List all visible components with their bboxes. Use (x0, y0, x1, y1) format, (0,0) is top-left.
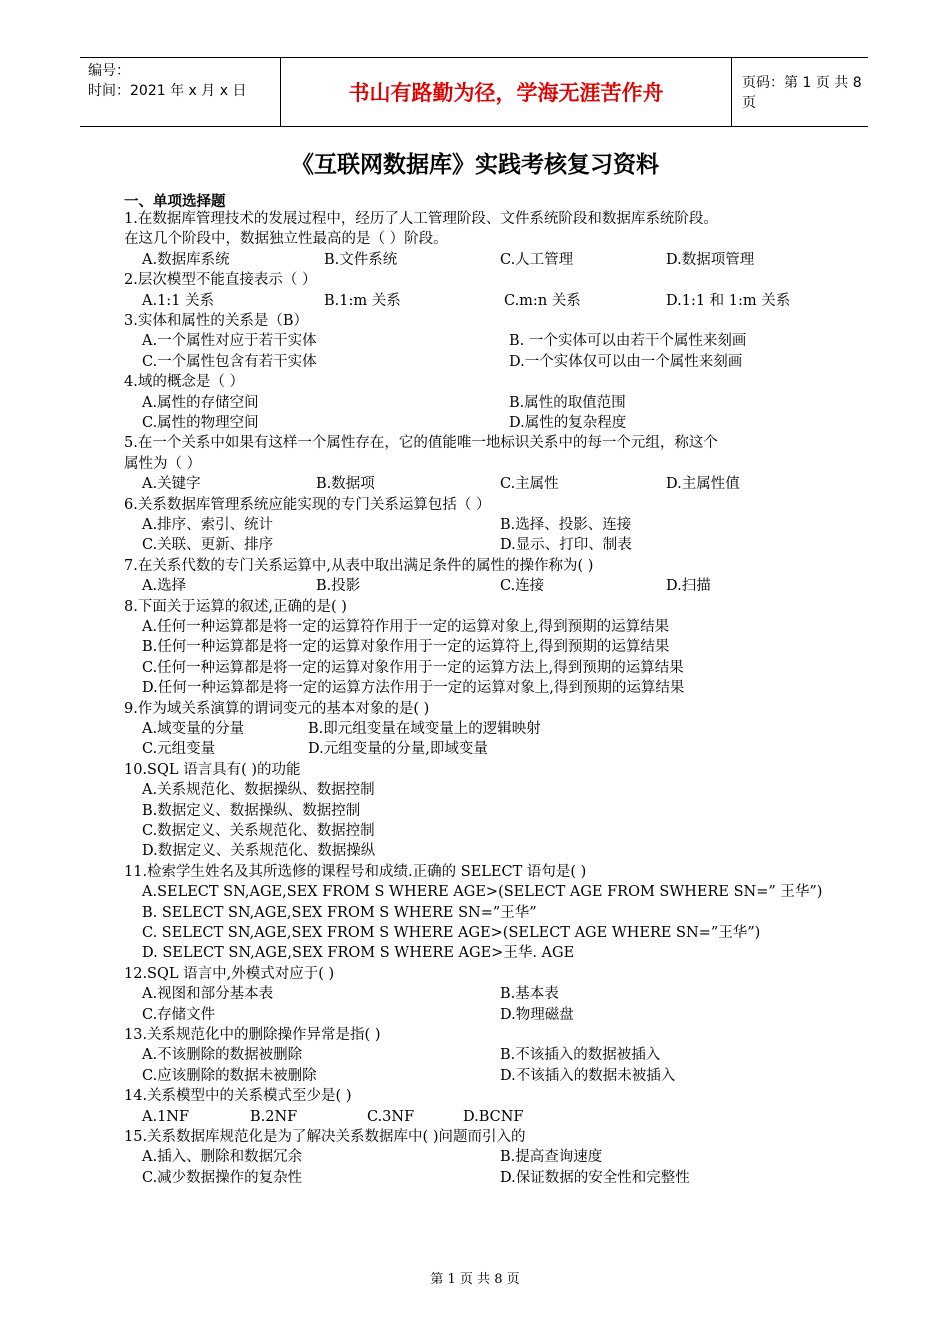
option-d: D.显示、打印、制表 (500, 537, 632, 554)
option-b: B.2NF (250, 1108, 298, 1125)
option-a: A.1:1 关系 (142, 292, 215, 309)
question-10: 10.SQL 语言具有( )的功能 (124, 761, 301, 778)
question-13-options-row-1 (124, 1045, 824, 1065)
option-c: C.人工管理 (500, 251, 574, 268)
question-3-options-row-2 (124, 352, 824, 372)
header-page-info: 页码：第 1 页 共 8 页 (742, 75, 862, 111)
option-c: C.属性的物理空间 (142, 414, 259, 431)
question-11-option-c: C. SELECT SN,AGE,SEX FROM S WHERE AGE>(SELECT AGE WHERE SN=”王华”) (142, 925, 761, 942)
question-11-option-d: D. SELECT SN,AGE,SEX FROM S WHERE AGE>王华. AGE (142, 945, 575, 962)
question-6: 6.关系数据库管理系统应能实现的专门关系运算包括（ ） (124, 496, 491, 513)
question-list (124, 209, 824, 1188)
question-12-options-row-2 (124, 1005, 824, 1025)
question-11-option-a: A.SELECT SN,AGE,SEX FROM S WHERE AGE>(SELECT AGE FROM SWHERE SN=” 王华”) (142, 884, 823, 901)
option-a: A.数据库系统 (142, 251, 230, 268)
option-b: B.属性的取值范围 (509, 394, 626, 411)
option-d: D.主属性值 (666, 476, 740, 493)
date-label: 时间：2021 年 x 月 x 日 (88, 83, 247, 99)
question-13-options-row-2 (124, 1066, 824, 1086)
question-2: 2.层次模型不能直接表示（ ） (124, 272, 317, 289)
option-c: C.元组变量 (142, 741, 216, 758)
option-c: C.连接 (500, 578, 545, 595)
option-c: C.关联、更新、排序 (142, 537, 274, 554)
option-b: B.文件系统 (324, 251, 398, 268)
option-b: B.1:m 关系 (324, 292, 401, 309)
option-c: C.主属性 (500, 476, 559, 493)
question-15: 15.关系数据库规范化是为了解决关系数据库中( )问题而引入的 (124, 1129, 526, 1146)
option-a: A.不该删除的数据被删除 (142, 1047, 303, 1064)
question-15-options-row-1 (124, 1147, 824, 1167)
option-a: A.属性的存储空间 (142, 394, 259, 411)
option-a: A.视图和部分基本表 (142, 986, 274, 1003)
question-4-options-row-2 (124, 413, 824, 433)
option-a: A.选择 (142, 578, 187, 595)
question-8: 8.下面关于运算的叙述,正确的是( ) (124, 598, 347, 615)
question-10-option-d: D.数据定义、关系规范化、数据操纵 (142, 843, 376, 860)
option-d: D.扫描 (666, 578, 711, 595)
question-13: 13.关系规范化中的删除操作异常是指( ) (124, 1027, 381, 1044)
option-a: A.排序、索引、统计 (142, 516, 274, 533)
option-b: B.选择、投影、连接 (500, 516, 632, 533)
question-11-option-b: B. SELECT SN,AGE,SEX FROM S WHERE SN=”王华” (142, 904, 537, 921)
option-d: D.一个实体仅可以由一个属性来刻画 (509, 353, 743, 370)
question-4: 4.域的概念是（ ） (124, 374, 244, 391)
option-c: C.存储文件 (142, 1006, 216, 1023)
option-d: D.不该插入的数据未被插入 (500, 1067, 676, 1084)
option-d: D.保证数据的安全性和完整性 (500, 1169, 690, 1186)
option-b: B.投影 (316, 578, 361, 595)
option-c: C.3NF (367, 1108, 415, 1125)
question-3: 3.实体和属性的关系是（B） (124, 313, 308, 329)
question-3-options-row-1 (124, 331, 824, 351)
page-footer: 第 1 页 共 8 页 (430, 1272, 520, 1287)
question-1-options (124, 250, 824, 270)
option-d: D.BCNF (463, 1108, 524, 1125)
question-1-line-2: 在这几个阶段中，数据独立性最高的是（ ）阶段。 (124, 231, 448, 248)
option-b: B.数据项 (316, 476, 375, 493)
question-5-line-2: 属性为（ ） (124, 455, 202, 472)
question-10-option-c: C.数据定义、关系规范化、数据控制 (142, 823, 375, 839)
option-b: B.基本表 (500, 986, 559, 1003)
question-2-options (124, 291, 824, 311)
option-b: B. 一个实体可以由若干个属性来刻画 (509, 333, 747, 350)
option-a: A.一个属性对应于若干实体 (142, 333, 317, 350)
option-b: B.不该插入的数据被插入 (500, 1047, 661, 1064)
page-header (80, 57, 868, 127)
option-a: A.1NF (142, 1108, 190, 1125)
option-a: A.关键字 (142, 476, 201, 493)
question-12: 12.SQL 语言中,外模式对应于( ) (124, 965, 335, 982)
option-d: D.1:1 和 1:m 关系 (666, 292, 791, 309)
option-c: C.减少数据操作的复杂性 (142, 1169, 303, 1186)
question-9: 9.作为域关系演算的谓词变元的基本对象的是( ) (124, 700, 430, 717)
option-c: C.m:n 关系 (504, 292, 581, 309)
question-8-option-a: A.任何一种运算都是将一定的运算符作用于一定的运算对象上,得到预期的运算结果 (142, 618, 670, 635)
question-11: 11.检索学生姓名及其所选修的课程号和成绩.正确的 SELECT 语句是( ) (124, 863, 587, 880)
question-9-options-row-2 (124, 739, 824, 759)
question-10-option-a: A.关系规范化、数据操纵、数据控制 (142, 782, 375, 799)
option-c: C.应该删除的数据未被删除 (142, 1067, 317, 1084)
question-6-options-row-2 (124, 535, 824, 555)
question-8-option-b: B.任何一种运算都是将一定的运算对象作用于一定的运算符上,得到预期的运算结果 (142, 639, 670, 656)
question-4-options-row-1 (124, 393, 824, 413)
option-c: C.一个属性包含有若干实体 (142, 353, 317, 370)
option-d: D.属性的复杂程度 (509, 414, 627, 431)
question-14-options (124, 1107, 824, 1127)
question-15-options-row-2 (124, 1168, 824, 1188)
option-d: D.物理磁盘 (500, 1006, 574, 1023)
question-6-options-row-1 (124, 515, 824, 535)
question-1-line-1: 1.在数据库管理技术的发展过程中，经历了人工管理阶段、文件系统阶段和数据库系统阶段。 (124, 211, 718, 227)
question-14: 14.关系模型中的关系模式至少是( ) (124, 1088, 352, 1105)
number-label: 编号： (88, 63, 130, 79)
option-d: D.元组变量的分量,即域变量 (308, 741, 488, 758)
option-b: B.提高查询速度 (500, 1149, 603, 1166)
option-b: B.即元组变量在域变量上的逻辑映射 (308, 721, 541, 737)
question-5-line-1: 5.在一个关系中如果有这样一个属性存在，它的值能唯一地标识关系中的每一个元组，称这个 (124, 435, 718, 452)
question-5-options (124, 474, 824, 494)
question-7-options (124, 576, 824, 596)
question-8-option-c: C.任何一种运算都是将一定的运算对象作用于一定的运算方法上,得到预期的运算结果 (142, 659, 684, 676)
option-a: A.域变量的分量 (142, 721, 245, 737)
question-10-option-b: B.数据定义、数据操纵、数据控制 (142, 802, 361, 819)
section-title: 一、单项选择题 (124, 194, 226, 210)
option-d: D.数据项管理 (666, 251, 755, 268)
document-title: 《互联网数据库》实践考核复习资料 (291, 152, 659, 178)
question-7: 7.在关系代数的专门关系运算中,从表中取出满足条件的属性的操作称为( ) (124, 557, 594, 574)
option-a: A.插入、删除和数据冗余 (142, 1149, 303, 1166)
question-8-option-d: D.任何一种运算都是将一定的运算方法作用于一定的运算对象上,得到预期的运算结果 (142, 680, 685, 697)
question-9-options-row-1 (124, 719, 824, 739)
question-12-options-row-1 (124, 984, 824, 1004)
header-left (80, 58, 280, 126)
header-motto: 书山有路勤为径，学海无涯苦作舟 (280, 58, 732, 126)
